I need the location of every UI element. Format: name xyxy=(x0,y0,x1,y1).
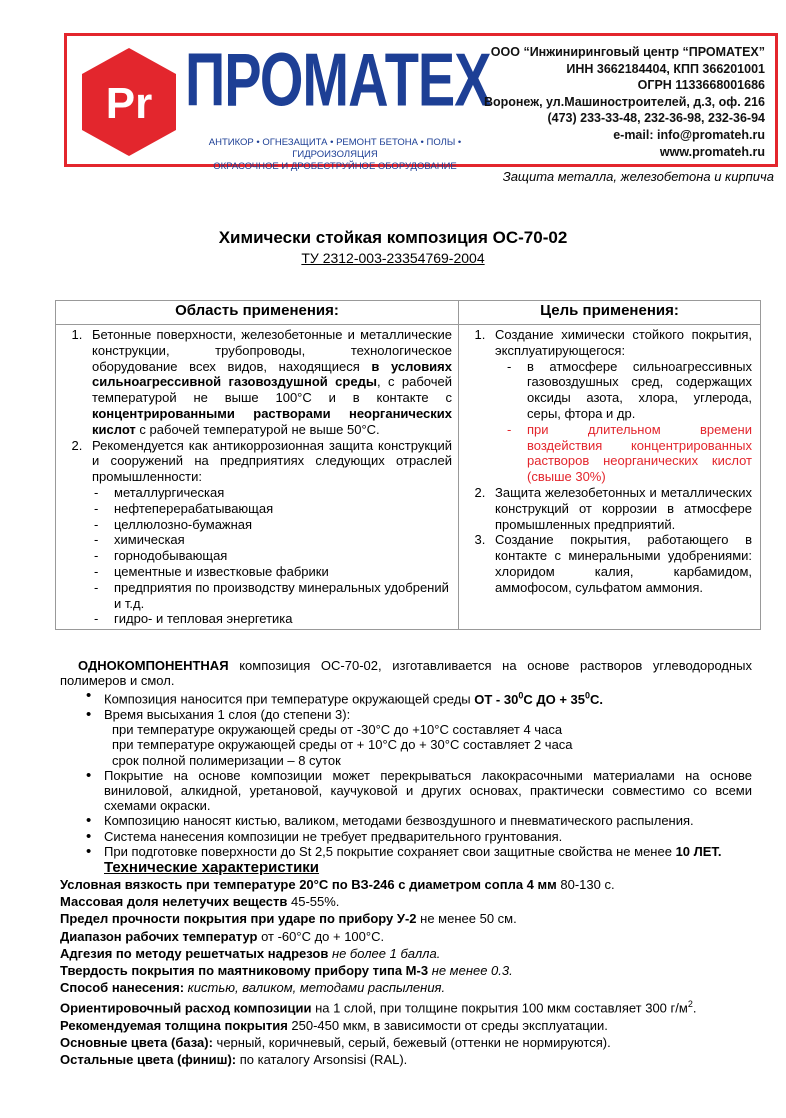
document-subtitle: ТУ 2312-003-23354769-2004 xyxy=(301,250,485,266)
industry-item: - нефтеперерабатывающая xyxy=(92,501,452,517)
purpose-sublist xyxy=(495,359,752,485)
industry-item: - гидро- и тепловая энергетика xyxy=(92,611,452,627)
purpose-list xyxy=(467,327,752,596)
spec-method: Способ нанесения: кистью, валиком, методами распыления. xyxy=(60,980,446,996)
spec-consumption: Ориентировочный расход композиции на 1 слой, при толщине покрытия 100 мкм составляет 300 $г/м^2$. xyxy=(60,999,697,1016)
left-column-header: Область применения: xyxy=(56,301,459,325)
document-title: Химически стойкая композиция ОС-70-02 xyxy=(218,228,568,247)
list-item: 1. Создание химически стойкого покрытия, эксплуатирующегося: - в атмосфере сильноагрессивных газовоздушных сред, содержащих оксиды азота, хлора, углерода, серы, фтора и др. - при длительном времени воздействия концентрированных растворов неорганических кислот (свыше 30%) xyxy=(489,327,752,485)
industry-item: - горнодобывающая xyxy=(92,548,452,564)
list-item: 3. Создание покрытия, работающего в контакте с минеральными удобрениями: хлоридом калия, карбамидом, аммофосом, сульфатом аммония. xyxy=(489,532,752,595)
right-column-header: Цель применения: xyxy=(459,301,761,325)
spec-temp-range: Диапазон рабочих температур от -60°С до + 100°С. xyxy=(60,928,385,944)
industry-item: - металлургическая xyxy=(92,485,452,501)
company-email: e-mail: info@promateh.ru xyxy=(613,127,765,142)
application-area-list xyxy=(64,327,452,627)
bullet-item: • Время высыхания 1 слоя (до степени 3): при температуре окружающей среды от -30°С до +10°С составляет 4 часа при температуре окружающей среды от + 10°С до + 30°С составляет 2 часа срок полной полимеризации – 8 суток xyxy=(104,707,752,768)
properties-list xyxy=(60,688,752,859)
application-area-cell xyxy=(56,325,459,630)
bullet-item: • Композиция наносится при температуре окружающей среды ОТ - $30^0С$ ДО + $35^0С$. xyxy=(104,688,752,707)
purpose-subitem: - в атмосфере сильноагрессивных газовоздушных сред, содержащих оксиды азота, хлора, углерода, серы, фтора и др. xyxy=(505,359,752,422)
tech-specs xyxy=(60,876,752,1069)
hexagon-logo-icon xyxy=(79,46,179,158)
company-website: www.promateh.ru xyxy=(659,144,765,159)
company-address: Воронеж, ул.Машиностроителей, д.3, оф. 216 xyxy=(483,94,765,109)
spec-impact: Предел прочности покрытия при ударе по прибору У-2 не менее 50 см. xyxy=(60,911,517,927)
drying-time-lines xyxy=(104,722,752,768)
application-table xyxy=(55,300,761,630)
drying-line: срок полной полимеризации – 8 суток xyxy=(112,752,341,768)
industry-item: - целлюлозно-бумажная xyxy=(92,517,452,533)
company-info xyxy=(484,44,765,160)
header-caption: Защита металла, железобетона и кирпича xyxy=(502,169,774,184)
tech-specs-heading: Технические характеристики xyxy=(104,858,320,876)
intro-paragraph: ОДНОКОМПОНЕНТНАЯ композиция ОС-70-02, изготавливается на основе растворов углеводородных полимеров и смол. xyxy=(60,658,752,689)
spec-viscosity: Условная вязкость при температуре 20°С по ВЗ-246 с диаметром сопла 4 мм 80-130 с. xyxy=(60,876,615,892)
tagline-line: ОКРАСОЧНОЕ И ДРОБЕСТРУЙНОЕ ОБОРУДОВАНИЕ xyxy=(213,161,457,172)
list-item: 2. Защита железобетонных и металлических конструкций от коррозии в атмосфере промышленных предприятий. xyxy=(489,485,752,532)
drying-line: при температуре окружающей среды от + 10°С до + 30°С составляет 2 часа xyxy=(112,737,573,753)
company-phones: (473) 233-33-48, 232-36-98, 232-36-94 xyxy=(547,111,765,126)
bullet-item: • Покрытие на основе композиции может перекрываться лакокрасочными материалами на основе виниловой, алкидной, уретановой, каучуковой и других основах, практически совместимо со всеми схемами окраски. xyxy=(104,768,752,814)
list-item: 1. Бетонные поверхности, железобетонные и металлические конструкции, трубопроводы, технологическое оборудование всех видов, находящиеся в условиях сильноагрессивной газовоздушной среды, с рабочей температурой не выше 100°С и в контакте с концентрированными растворами неорганических кислот с рабочей температурой не выше 50°С. xyxy=(86,327,452,438)
industry-item: - цементные и известковые фабрики xyxy=(92,564,452,580)
spec-thickness: Рекомендуемая толщина покрытия 250-450 мкм, в зависимости от среды эксплуатации. xyxy=(60,1017,608,1033)
industry-list xyxy=(92,485,452,627)
spec-hardness: Твердость покрытия по маятниковому прибору типа М-3 не менее 0.3. xyxy=(60,962,513,978)
industry-item: - химическая xyxy=(92,532,452,548)
logo-badge-text: Pr xyxy=(105,79,153,128)
purpose-subitem-highlight: - при длительном времени воздействия концентрированных растворов неорганических кислот (свыше 30%) xyxy=(505,422,752,485)
logo-wordmark: ПРОМАТЕХ xyxy=(185,36,491,122)
description xyxy=(60,658,752,1069)
spec-nonvolatile: Массовая доля нелетучих веществ 45-55%. xyxy=(60,894,340,910)
tagline-line: АНТИКОР • ОГНЕЗАЩИТА • РЕМОНТ БЕТОНА • ПОЛЫ • ГИДРОИЗОЛЯЦИЯ xyxy=(208,137,462,160)
letterhead xyxy=(64,33,778,172)
industry-item: - предприятия по производству минеральных удобрений и т.д. xyxy=(92,580,452,612)
spec-other-colors: Остальные цвета (финиш): по каталогу Arsonsisi (RAL). xyxy=(60,1052,408,1068)
company-ogrn: ОГРН 1133668001686 xyxy=(637,78,765,93)
drying-line: при температуре окружающей среды от -30°С до +10°С составляет 4 часа xyxy=(112,722,563,738)
purpose-cell xyxy=(459,325,761,630)
company-inn: ИНН 3662184404, КПП 366201001 xyxy=(566,61,765,76)
bullet-item: • Композицию наносят кистью, валиком, методами безвоздушного и пневматического распыления. xyxy=(104,813,752,828)
spec-base-colors: Основные цвета (база): черный, коричневый, серый, бежевый (оттенки не нормируются). xyxy=(60,1035,611,1051)
spec-adhesion: Адгезия по методу решетчатых надрезов не более 1 балла. xyxy=(60,945,441,961)
bullet-item: • Система нанесения композиции не требует предварительного грунтования. xyxy=(104,829,752,844)
logo-tagline xyxy=(185,137,485,173)
company-name: ООО “Инжиниринговый центр “ПРОМАТЕХ” xyxy=(490,45,765,59)
bullet-item: • При подготовке поверхности до St 2,5 покрытие сохраняет свои защитные свойства не менее 10 ЛЕТ. xyxy=(104,844,752,859)
list-item: 2. Рекомендуется как антикоррозионная защита конструкций и сооружений на предприятиях следующих отраслей промышленности: - металлургическая - нефтеперерабатывающая - целлюлозно-бумажная - химическая - горнодобывающая - цементные и известковые фабрики - предприятия по производству минеральных удобрений и т.д. - гидро- и тепловая энергетика xyxy=(86,438,452,628)
